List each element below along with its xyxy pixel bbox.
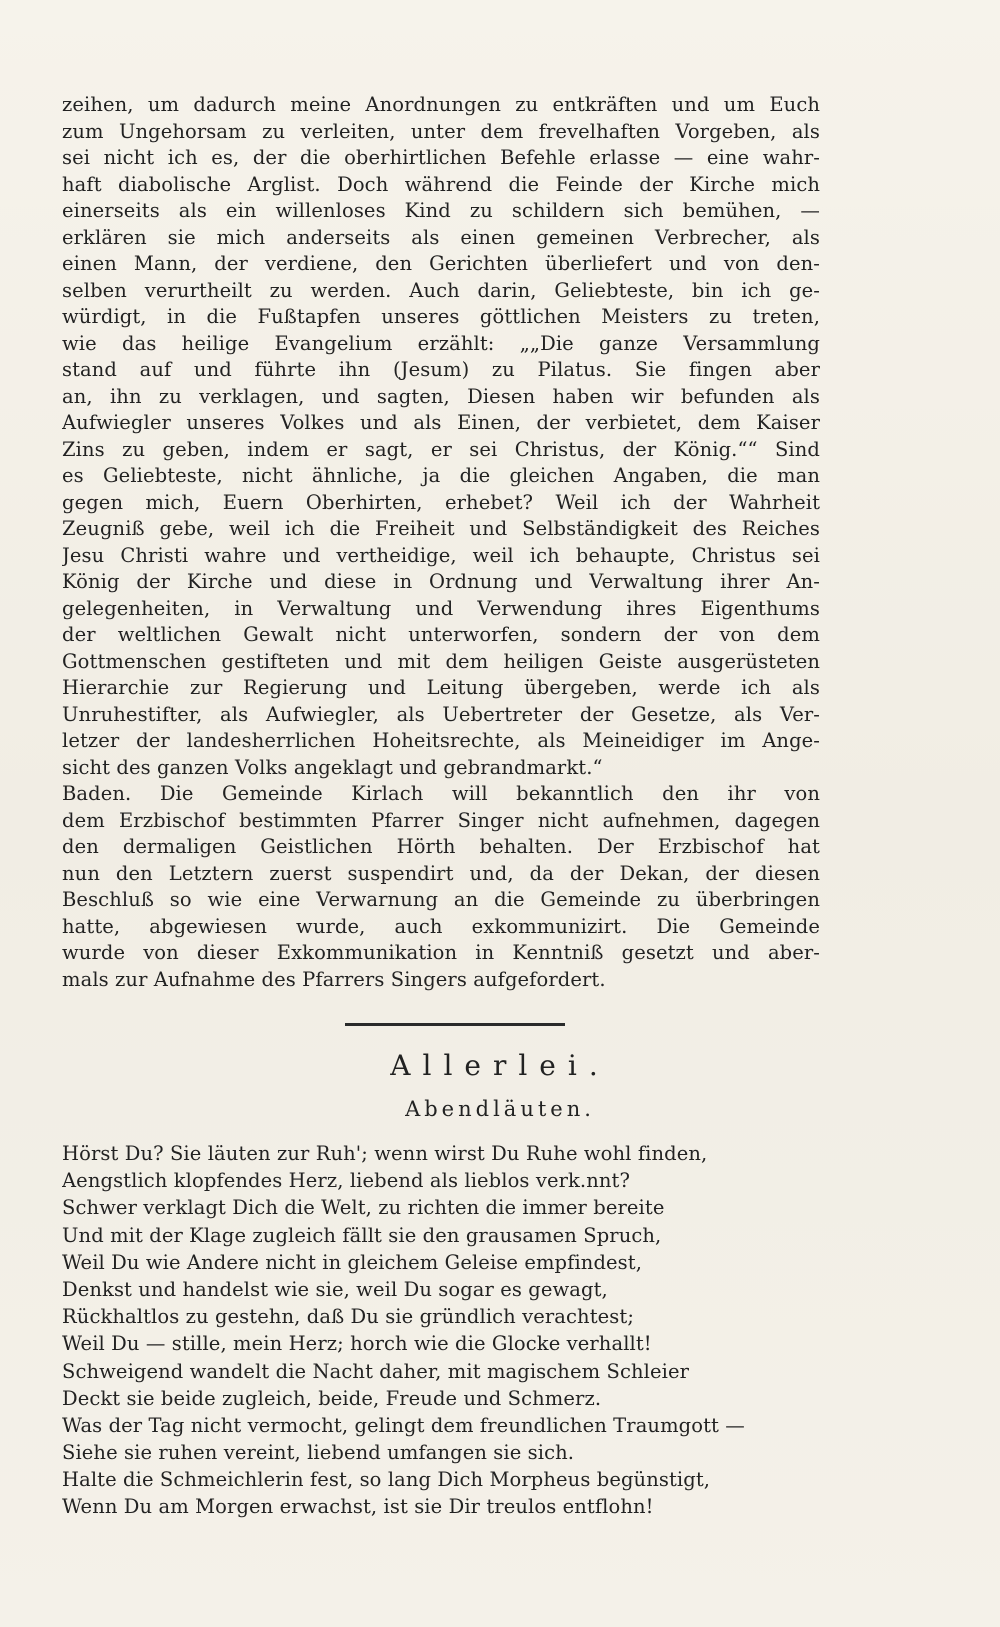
poem-line: Rückhaltlos zu gestehn, daß Du sie gründlich verachtest;: [62, 1305, 635, 1329]
text-line: mals zur Aufnahme des Pfarrers Singers aufgefordert.: [62, 967, 606, 991]
text-line: gegen mich, Euern Oberhirten, erhebet? Weil ich der Wahrheit: [62, 490, 820, 514]
text-line: wurde von dieser Exkommunikation in Kenntniß gesetzt und aber-: [62, 941, 820, 964]
poem-line: Schwer verklagt Dich die Welt, zu richten die immer bereite: [62, 1196, 665, 1220]
poem-line: Halte die Schmeichlerin fest, so lang Dich Morpheus begünstigt,: [62, 1468, 711, 1492]
text-line: gelegenheiten, in Verwaltung und Verwendung ihres Eigenthums: [62, 596, 820, 620]
poem-line: Siehe sie ruhen vereint, liebend umfangen sie sich.: [62, 1441, 575, 1465]
text-line: haft diabolische Arglist. Doch während die Feinde der Kirche mich: [62, 172, 820, 196]
text-line: König der Kirche und diese in Ordnung und Verwaltung ihrer An-: [62, 570, 820, 593]
text-line: Hierarchie zur Regierung und Leitung übergeben, werde ich als: [62, 676, 820, 699]
poem-line: Weil Du wie Andere nicht in gleichem Geleise empfindest,: [62, 1250, 643, 1274]
text-line: Gottmenschen gestifteten und mit dem heiligen Geiste ausgerüsteten: [62, 649, 820, 673]
text-line: hatte, abgewiesen wurde, auch exkommunizirt. Die Gemeinde: [62, 914, 820, 938]
poem-line: Deckt sie beide zugleich, beide, Freude und Schmerz.: [62, 1386, 602, 1410]
text-line: Aufwiegler unseres Volkes und als Einen, der verbietet, dem Kaiser: [62, 411, 820, 434]
text-line: dem Erzbischof bestimmten Pfarrer Singer nicht aufnehmen, dagegen: [62, 808, 820, 832]
text-line: zum Ungehorsam zu verleiten, unter dem frevelhaften Vorgeben, als: [62, 119, 820, 143]
section-heading: Allerlei.: [390, 1049, 610, 1082]
text-line: den dermaligen Geistlichen Hörth behalten. Der Erzbischof hat: [62, 835, 820, 858]
text-line: Jesu Christi wahre und vertheidige, weil ich behaupte, Christus sei: [62, 543, 820, 567]
section-divider: [345, 1023, 565, 1026]
text-line: Zins zu geben, indem er sagt, er sei Christus, der König.““ Sind: [62, 437, 820, 461]
text-line: würdigt, in die Fußtapfen unseres göttlichen Meisters zu treten,: [62, 305, 820, 328]
text-line: einen Mann, der verdiene, den Gerichten überliefert und von den-: [62, 252, 820, 275]
text-line: an, ihn zu verklagen, und sagten, Diesen haben wir befunden als: [62, 384, 820, 408]
text-line: es Geliebteste, nicht ähnliche, ja die gleichen Angaben, die man: [62, 464, 820, 487]
text-line: einerseits als ein willenloses Kind zu schildern sich bemühen, —: [62, 199, 820, 222]
text-line: Zeugniß gebe, weil ich die Freiheit und Selbständigkeit des Reiches: [62, 517, 820, 540]
poem-title: Abendläuten.: [405, 1097, 595, 1121]
text-line: Unruhestifter, als Aufwiegler, als Uebertreter der Gesetze, als Ver-: [62, 702, 820, 726]
text-line: Baden. Die Gemeinde Kirlach will bekanntlich den ihr von: [62, 782, 820, 805]
poem-line: Denkst und handelst wie sie, weil Du sogar es gewagt,: [62, 1277, 608, 1301]
poem-line: Wenn Du am Morgen erwachst, ist sie Dir treulos entflohn!: [62, 1495, 654, 1519]
poem-line: Schweigend wandelt die Nacht daher, mit magischem Schleier: [62, 1359, 690, 1383]
poem-line: Und mit der Klage zugleich fällt sie den grausamen Spruch,: [62, 1223, 662, 1247]
text-line: zeihen, um dadurch meine Anordnungen zu entkräften und um Euch: [62, 93, 820, 116]
poem: [62, 1140, 820, 1521]
text-line: der weltlichen Gewalt nicht unterworfen, sondern der von dem: [62, 623, 820, 646]
poem-line: Was der Tag nicht vermocht, gelingt dem freundlichen Traumgott —: [62, 1413, 745, 1437]
text-line: Beschluß so wie eine Verwarnung an die Gemeinde zu überbringen: [62, 888, 820, 911]
poem-line: Weil Du — stille, mein Herz; horch wie die Glocke verhallt!: [62, 1332, 652, 1356]
poem-line: Hörst Du? Sie läuten zur Ruh'; wenn wirst Du Ruhe wohl finden,: [62, 1142, 708, 1165]
text-line: wie das heilige Evangelium erzählt: „„Die ganze Versammlung: [62, 331, 820, 355]
text-line: stand auf und führte ihn (Jesum) zu Pilatus. Sie fingen aber: [62, 358, 820, 381]
text-line: selben verurtheilt zu werden. Auch darin, Geliebteste, bin ich ge-: [62, 278, 820, 302]
text-line: nun den Letztern zuerst suspendirt und, da der Dekan, der diesen: [62, 861, 820, 885]
text-line: erklären sie mich anderseits als einen gemeinen Verbrecher, als: [62, 225, 820, 249]
text-line: letzer der landesherrlichen Hoheitsrechte, als Meineidiger im Ange-: [62, 729, 820, 752]
text-line: sicht des ganzen Volks angeklagt und gebrandmarkt.“: [62, 755, 603, 779]
poem-line: Aengstlich klopfendes Herz, liebend als lieblos verk.nnt?: [62, 1169, 631, 1193]
article-text: [62, 92, 820, 993]
text-line: sei nicht ich es, der die oberhirtlichen Befehle erlasse — eine wahr-: [62, 146, 820, 169]
